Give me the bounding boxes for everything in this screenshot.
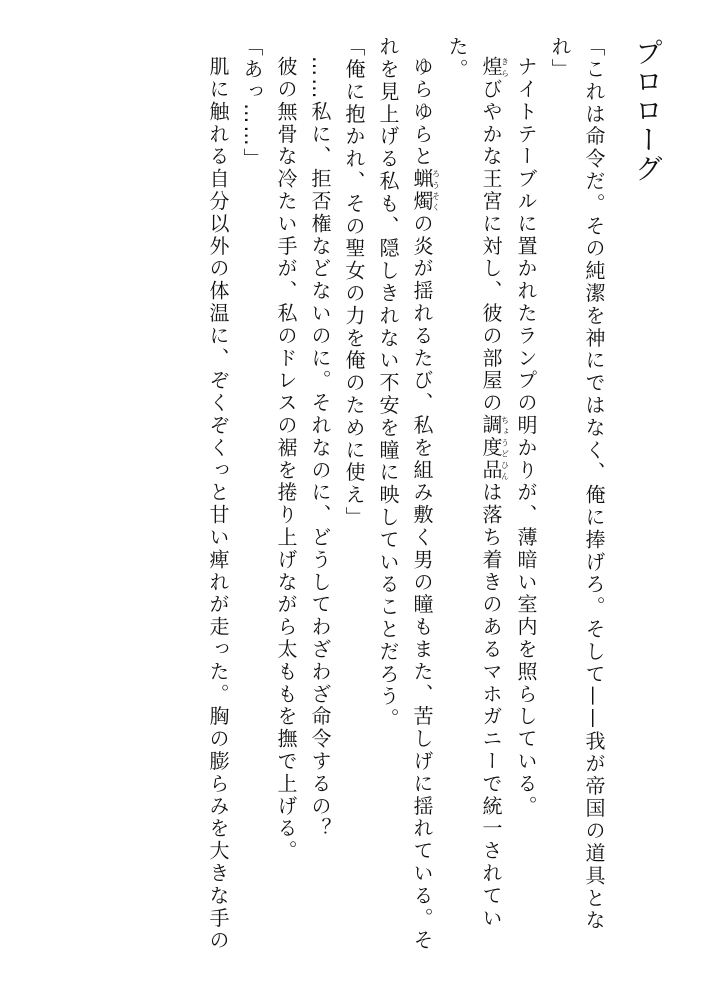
ruby-annotated-word xyxy=(410,168,441,213)
vertical-text-block xyxy=(27,36,667,966)
text-run: ナイトテーブルに置かれたランプの明かりが、薄暗い室内を照らしている。 xyxy=(514,56,538,818)
ruby-reading: きら xyxy=(500,56,510,79)
paragraph xyxy=(337,36,371,966)
paragraph xyxy=(509,36,543,966)
ruby-base: 蝋燭 xyxy=(410,168,434,213)
paragraph xyxy=(269,36,303,966)
text-run: ゆらゆらと xyxy=(410,56,434,168)
paragraph xyxy=(440,36,509,966)
paragraph xyxy=(201,36,235,966)
paragraph xyxy=(543,36,611,966)
ruby-reading: ちょうどひん xyxy=(500,414,510,482)
text-run: 「俺に抱かれ、その聖女の力を俺のために使え」 xyxy=(342,36,366,529)
text-run: 彼の無骨な冷たい手が、私のドレスの裾を捲り上げながら太ももを撫で上げる。 xyxy=(274,56,298,863)
ruby-base: 煌 xyxy=(479,56,503,79)
paragraph xyxy=(303,36,337,966)
text-run: 「あっ……」 xyxy=(240,36,264,171)
ruby-base: 調度品 xyxy=(479,414,503,482)
paragraph-list xyxy=(201,36,611,966)
text-run: は落ち着きのあるマホガニーで統一されていた。 xyxy=(445,36,503,930)
text-run: ……私に、拒否権などないのに。それなのに、どうしてわざわざ命令するの？ xyxy=(308,56,332,840)
ruby-annotated-word xyxy=(479,56,510,79)
chapter-title: プロローグ xyxy=(631,38,664,183)
text-run: びやかな王宮に対し、彼の部屋の xyxy=(479,78,503,415)
ruby-annotated-word xyxy=(479,414,510,482)
text-run: 肌に触れる自分以外の体温に、ぞくぞくっと甘い痺れが走った。胸の膨らみを大きな手の xyxy=(206,56,230,952)
paragraph xyxy=(235,36,269,966)
paragraph xyxy=(371,36,440,966)
text-run: 「これは命令だ。その純潔を神にではなく、俺に捧げろ。そして——我が帝国の道具となれ」 xyxy=(548,36,606,932)
text-run: の炎が揺れるたび、私を組み敷く男の瞳もまた、苦しげに揺れている。それを見上げる私も、隠しきれない不安を瞳に映していることだろう。 xyxy=(376,36,434,953)
ruby-reading: ろうそく xyxy=(431,168,441,213)
